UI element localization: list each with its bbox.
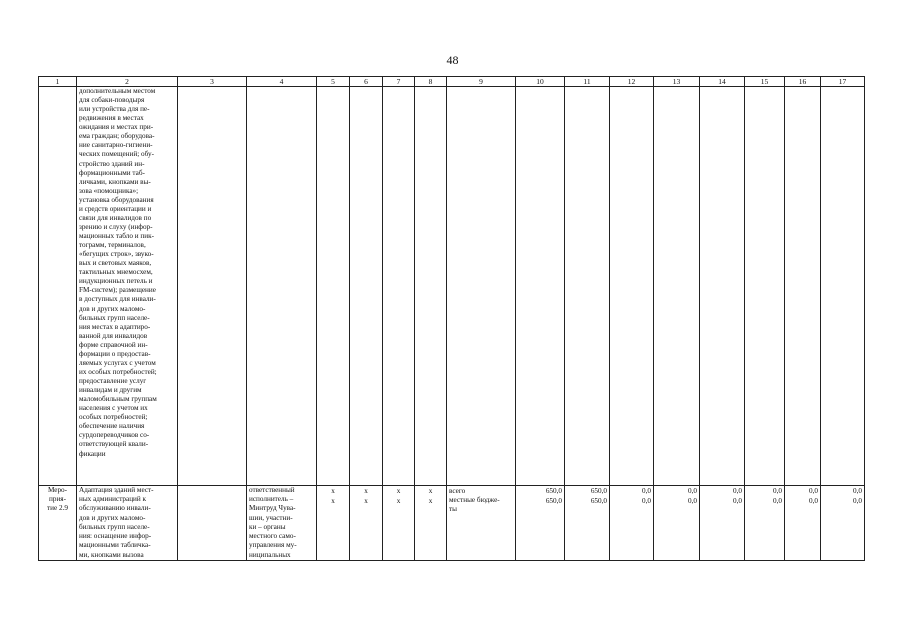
text-line: сурдопереводчиков со- bbox=[79, 431, 150, 440]
empty-cell bbox=[654, 87, 700, 486]
text-line: бильных групп населе- bbox=[79, 522, 150, 531]
text-line: маломобильным группам bbox=[79, 395, 157, 404]
empty-cell bbox=[39, 87, 77, 486]
measure-label: Меро- прия- тие 2.9 bbox=[39, 486, 77, 561]
column-header: 15 bbox=[745, 77, 785, 87]
text-line: обеспечение наличия bbox=[79, 422, 145, 431]
text-line: «бегущих строк», звуко- bbox=[79, 250, 154, 259]
column-header: 3 bbox=[178, 77, 247, 87]
continuation-description bbox=[77, 87, 178, 486]
column-header: 1 bbox=[39, 77, 77, 87]
empty-cell bbox=[785, 87, 821, 486]
empty-cell bbox=[447, 87, 516, 486]
empty-cell bbox=[178, 486, 247, 561]
text-line: ния местах в адаптиро- bbox=[79, 322, 151, 331]
text-line: Минтруд Чува- bbox=[249, 504, 296, 513]
text-line: ответственный bbox=[249, 486, 295, 494]
text-line: дополнительным местом bbox=[79, 87, 156, 95]
page-number: 48 bbox=[446, 53, 459, 67]
empty-cell bbox=[415, 87, 447, 486]
text-line: зрению и слуху (инфор- bbox=[79, 222, 153, 231]
text-line: шии, участни- bbox=[249, 513, 293, 522]
text-line: индукционных петель и bbox=[79, 277, 153, 286]
column-header: 11 bbox=[565, 77, 610, 87]
value-cell: 0,0 0,0 bbox=[745, 486, 785, 561]
column-header: 6 bbox=[350, 77, 383, 87]
text-line: их особых потребностей; bbox=[79, 367, 157, 376]
text-line: ема граждан; оборудова- bbox=[79, 132, 155, 141]
text-line: управления му- bbox=[249, 541, 297, 550]
text-line: редвижения в местах bbox=[79, 114, 144, 123]
text-line: установка оборудования bbox=[79, 195, 154, 204]
text-line: личками, кнопками вы- bbox=[79, 177, 151, 186]
empty-cell bbox=[516, 87, 565, 486]
column-number-row bbox=[39, 77, 865, 87]
value-cell: 0,0 0,0 bbox=[654, 486, 700, 561]
text-line: тограмм, терминалов, bbox=[79, 241, 146, 250]
value-cell: 0,0 0,0 bbox=[785, 486, 821, 561]
text-line: ния: оснащение инфор- bbox=[79, 532, 152, 541]
text-line: ляемых услугах с учетом bbox=[79, 358, 156, 367]
text-line: формации о предостав- bbox=[79, 349, 151, 358]
empty-cell bbox=[350, 87, 383, 486]
column-header: 13 bbox=[654, 77, 700, 87]
text-line: ние санитарно-гигиени- bbox=[79, 141, 153, 150]
text-line: мационными табличка- bbox=[79, 541, 151, 550]
text-line: ожидания и местах при- bbox=[79, 123, 154, 132]
column-header: 10 bbox=[516, 77, 565, 87]
text-line: зова «помощника»; bbox=[79, 186, 139, 195]
value-cell: 0,0 0,0 bbox=[821, 486, 865, 561]
text-line: ки – органы bbox=[249, 522, 286, 531]
value-cell: 650,0 650,0 bbox=[565, 486, 610, 561]
text-line: дов и других маломо- bbox=[79, 304, 146, 313]
text-line: инвалидам и другим bbox=[79, 386, 142, 395]
text-line: для собаки-поводыря bbox=[79, 96, 145, 105]
column-header: 14 bbox=[700, 77, 745, 87]
mark-cell: x x bbox=[383, 486, 415, 561]
text-line: ванной для инвалидов bbox=[79, 331, 148, 340]
text-line: дов и других маломо- bbox=[79, 513, 146, 522]
text-line: в доступных для инвали- bbox=[79, 295, 156, 304]
text-line: связи для инвалидов по bbox=[79, 213, 152, 222]
column-header: 16 bbox=[785, 77, 821, 87]
text-line: вых и световых маяков, bbox=[79, 259, 152, 268]
text-line: бильных групп населе- bbox=[79, 313, 150, 322]
text-line: особых потребностей; bbox=[79, 413, 148, 422]
measure-executor bbox=[247, 486, 317, 561]
value-cell: 0,0 0,0 bbox=[700, 486, 745, 561]
funding-source-cell: всего местные бюдже- ты bbox=[447, 486, 516, 561]
measure-row bbox=[39, 486, 865, 561]
empty-cell bbox=[745, 87, 785, 486]
value-cell: 0,0 0,0 bbox=[610, 486, 654, 561]
text-line: населения с учетом их bbox=[79, 404, 148, 413]
column-header: 12 bbox=[610, 77, 654, 87]
text-line: местного само- bbox=[249, 532, 296, 541]
text-line: ных администраций к bbox=[79, 495, 147, 504]
text-line: тактильных мнемосхем, bbox=[79, 268, 153, 277]
value-cell: 650,0 650,0 bbox=[516, 486, 565, 561]
text-line: формационными таб- bbox=[79, 168, 145, 177]
mark-cell: x x bbox=[317, 486, 350, 561]
text-line: ниципальных bbox=[249, 550, 291, 559]
continuation-row bbox=[39, 87, 865, 486]
empty-cell bbox=[317, 87, 350, 486]
program-table bbox=[38, 76, 865, 561]
column-header: 4 bbox=[247, 77, 317, 87]
text-line: ческих помещений; обу- bbox=[79, 150, 154, 159]
text-line: ми, кнопками вызова bbox=[79, 550, 144, 559]
column-header: 7 bbox=[383, 77, 415, 87]
text-line: ответствующей квали- bbox=[79, 440, 149, 449]
text-line: мационных табло и пик- bbox=[79, 232, 154, 240]
text-line: или устройства для пе- bbox=[79, 105, 150, 114]
empty-cell bbox=[178, 87, 247, 486]
measure-description bbox=[77, 486, 178, 561]
empty-cell bbox=[700, 87, 745, 486]
text-line: и средств ориентации и bbox=[79, 204, 152, 213]
empty-cell bbox=[565, 87, 610, 486]
text-line: FM-систем); размещение bbox=[79, 286, 156, 295]
text-line: обслуживанию инвали- bbox=[79, 504, 151, 513]
text-line: предоставление услуг bbox=[79, 377, 147, 385]
empty-cell bbox=[247, 87, 317, 486]
column-header: 2 bbox=[77, 77, 178, 87]
empty-cell bbox=[383, 87, 415, 486]
column-header: 5 bbox=[317, 77, 350, 87]
column-header: 9 bbox=[447, 77, 516, 87]
column-header: 17 bbox=[821, 77, 865, 87]
empty-cell bbox=[610, 87, 654, 486]
text-line: форме справочной ин- bbox=[79, 340, 148, 349]
text-line: исполнитель – bbox=[249, 495, 294, 504]
mark-cell: x x bbox=[415, 486, 447, 561]
text-line: фикации bbox=[79, 449, 106, 458]
column-header: 8 bbox=[415, 77, 447, 87]
empty-cell bbox=[821, 87, 865, 486]
text-line: Адаптация зданий мест- bbox=[79, 486, 154, 494]
text-line: стройство зданий ин- bbox=[79, 159, 145, 168]
mark-cell: x x bbox=[350, 486, 383, 561]
